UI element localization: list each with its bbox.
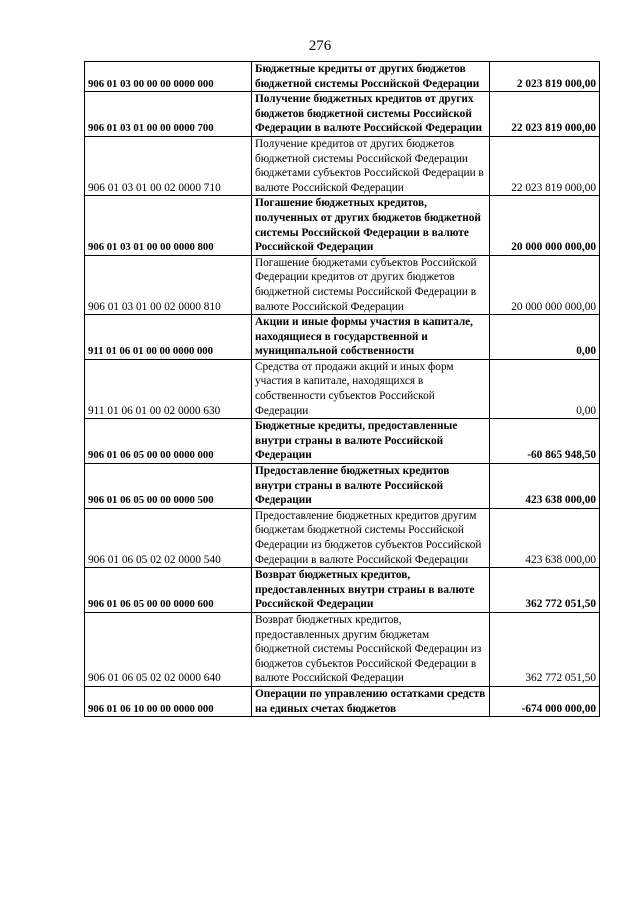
amount-cell: 22 023 819 000,00 — [490, 136, 600, 195]
amount-cell: 423 638 000,00 — [490, 464, 600, 509]
table-row — [85, 92, 600, 137]
amount-cell: 362 772 051,50 — [490, 568, 600, 613]
table-row — [85, 196, 600, 255]
table-row — [85, 419, 600, 464]
budget-code-cell: 911 01 06 01 00 00 0000 000 — [85, 315, 252, 360]
amount-cell: 20 000 000 000,00 — [490, 196, 600, 255]
table-row — [85, 612, 600, 686]
amount-cell: 0,00 — [490, 359, 600, 418]
amount-cell: -674 000 000,00 — [490, 686, 600, 716]
description-cell: Акции и иные формы участия в капитале, находящиеся в государственной и муниципальной собственности — [252, 315, 490, 360]
budget-code-cell: 906 01 06 05 02 02 0000 640 — [85, 612, 252, 686]
table-row — [85, 62, 600, 92]
table-body — [85, 62, 600, 717]
budget-sources-table — [84, 61, 600, 717]
description-cell: Предоставление бюджетных кредитов другим бюджетам бюджетной системы Российской Федерации из бюджетов субъектов Российской Федерации в валюте Российской Федерации — [252, 508, 490, 567]
budget-code-cell: 906 01 03 01 00 02 0000 810 — [85, 255, 252, 314]
description-cell: Бюджетные кредиты, предоставленные внутри страны в валюте Российской Федерации — [252, 419, 490, 464]
budget-code-cell: 906 01 06 05 00 00 0000 600 — [85, 568, 252, 613]
table-row — [85, 508, 600, 567]
budget-code-cell: 906 01 06 05 00 00 0000 000 — [85, 419, 252, 464]
description-cell: Получение бюджетных кредитов от других бюджетов бюджетной системы Российской Федерации в валюте Российской Федерации — [252, 92, 490, 137]
description-cell: Погашение бюджетных кредитов, полученных от других бюджетов бюджетной системы Российской Федерации в валюте Российской Федерации — [252, 196, 490, 255]
amount-cell: 423 638 000,00 — [490, 508, 600, 567]
table-row — [85, 136, 600, 195]
amount-cell: 22 023 819 000,00 — [490, 92, 600, 137]
description-cell: Предоставление бюджетных кредитов внутри страны в валюте Российской Федерации — [252, 464, 490, 509]
description-cell: Возврат бюджетных кредитов, предоставленных внутри страны в валюте Российской Федерации — [252, 568, 490, 613]
table-row — [85, 315, 600, 360]
description-cell: Бюджетные кредиты от других бюджетов бюджетной системы Российской Федерации — [252, 62, 490, 92]
amount-cell: -60 865 948,50 — [490, 419, 600, 464]
budget-code-cell: 906 01 03 01 00 00 0000 700 — [85, 92, 252, 137]
description-cell: Получение кредитов от других бюджетов бюджетной системы Российской Федерации бюджетами субъектов Российской Федерации в валюте Российской Федерации — [252, 136, 490, 195]
description-cell: Средства от продажи акций и иных форм участия в капитале, находящихся в собственности субъектов Российской Федерации — [252, 359, 490, 418]
budget-code-cell: 906 01 03 01 00 02 0000 710 — [85, 136, 252, 195]
table-row — [85, 568, 600, 613]
description-cell: Операции по управлению остатками средств на единых счетах бюджетов — [252, 686, 490, 716]
budget-code-cell: 906 01 06 10 00 00 0000 000 — [85, 686, 252, 716]
table-row — [85, 464, 600, 509]
amount-cell: 362 772 051,50 — [490, 612, 600, 686]
table-row — [85, 359, 600, 418]
page-number: 276 — [308, 38, 332, 54]
description-cell: Погашение бюджетами субъектов Российской Федерации кредитов от других бюджетов бюджетной системы Российской Федерации в валюте Российской Федерации — [252, 255, 490, 314]
budget-code-cell: 906 01 03 01 00 00 0000 800 — [85, 196, 252, 255]
budget-code-cell: 906 01 06 05 00 00 0000 500 — [85, 464, 252, 509]
budget-code-cell: 906 01 03 00 00 00 0000 000 — [85, 62, 252, 92]
amount-cell: 2 023 819 000,00 — [490, 62, 600, 92]
budget-code-cell: 911 01 06 01 00 02 0000 630 — [85, 359, 252, 418]
table-row — [85, 686, 600, 716]
table-row — [85, 255, 600, 314]
amount-cell: 0,00 — [490, 315, 600, 360]
description-cell: Возврат бюджетных кредитов, предоставленных другим бюджетам бюджетной системы Российской Федерации из бюджетов субъектов Российской Федерации в валюте Российской Федерации — [252, 612, 490, 686]
budget-code-cell: 906 01 06 05 02 02 0000 540 — [85, 508, 252, 567]
amount-cell: 20 000 000 000,00 — [490, 255, 600, 314]
